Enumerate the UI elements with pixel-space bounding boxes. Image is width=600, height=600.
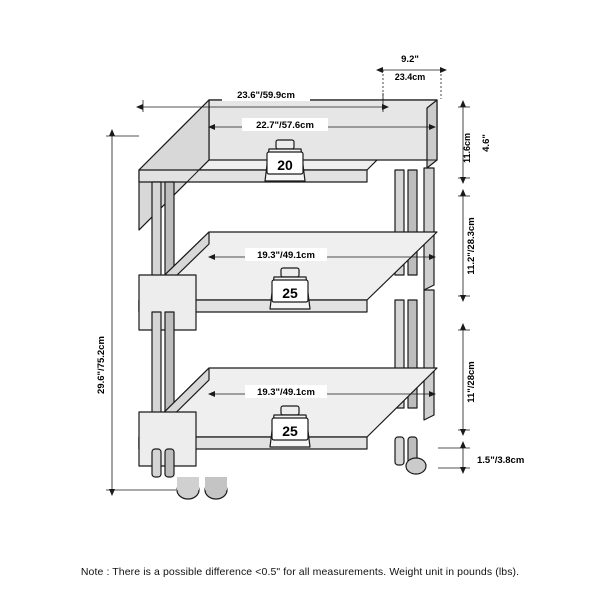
measurement-note: Note : There is a possible difference <0.5" for all measurements. Weight unit in pounds (lbs). [80, 566, 520, 578]
label-top-inner-width: 22.7"/57.6cm [256, 120, 314, 131]
label-overall-width: 23.6"/59.9cm [237, 90, 295, 101]
label-bottom-inner-width: 19.3"/49.1cm [257, 387, 315, 398]
label-depth-inch: 9.2" [401, 54, 419, 65]
label-gap-middle-bottom: 11"/28cm [466, 361, 477, 403]
label-top-panel-height-inch: 4.6" [481, 134, 492, 152]
label-middle-inner-width: 19.3"/49.1cm [257, 250, 315, 261]
label-depth-cm: 23.4cm [394, 72, 426, 82]
label-overall-height: 29.6"/75.2cm [96, 336, 107, 394]
label-foot-height: 1.5"/3.8cm [477, 455, 525, 466]
weight-value-top: 20 [277, 157, 293, 173]
weight-value-bottom: 25 [282, 423, 298, 439]
label-gap-top-middle: 11.2"/28.3cm [466, 217, 477, 275]
weight-value-middle: 25 [282, 285, 298, 301]
label-top-panel-height-cm: 11.6cm [462, 132, 472, 164]
